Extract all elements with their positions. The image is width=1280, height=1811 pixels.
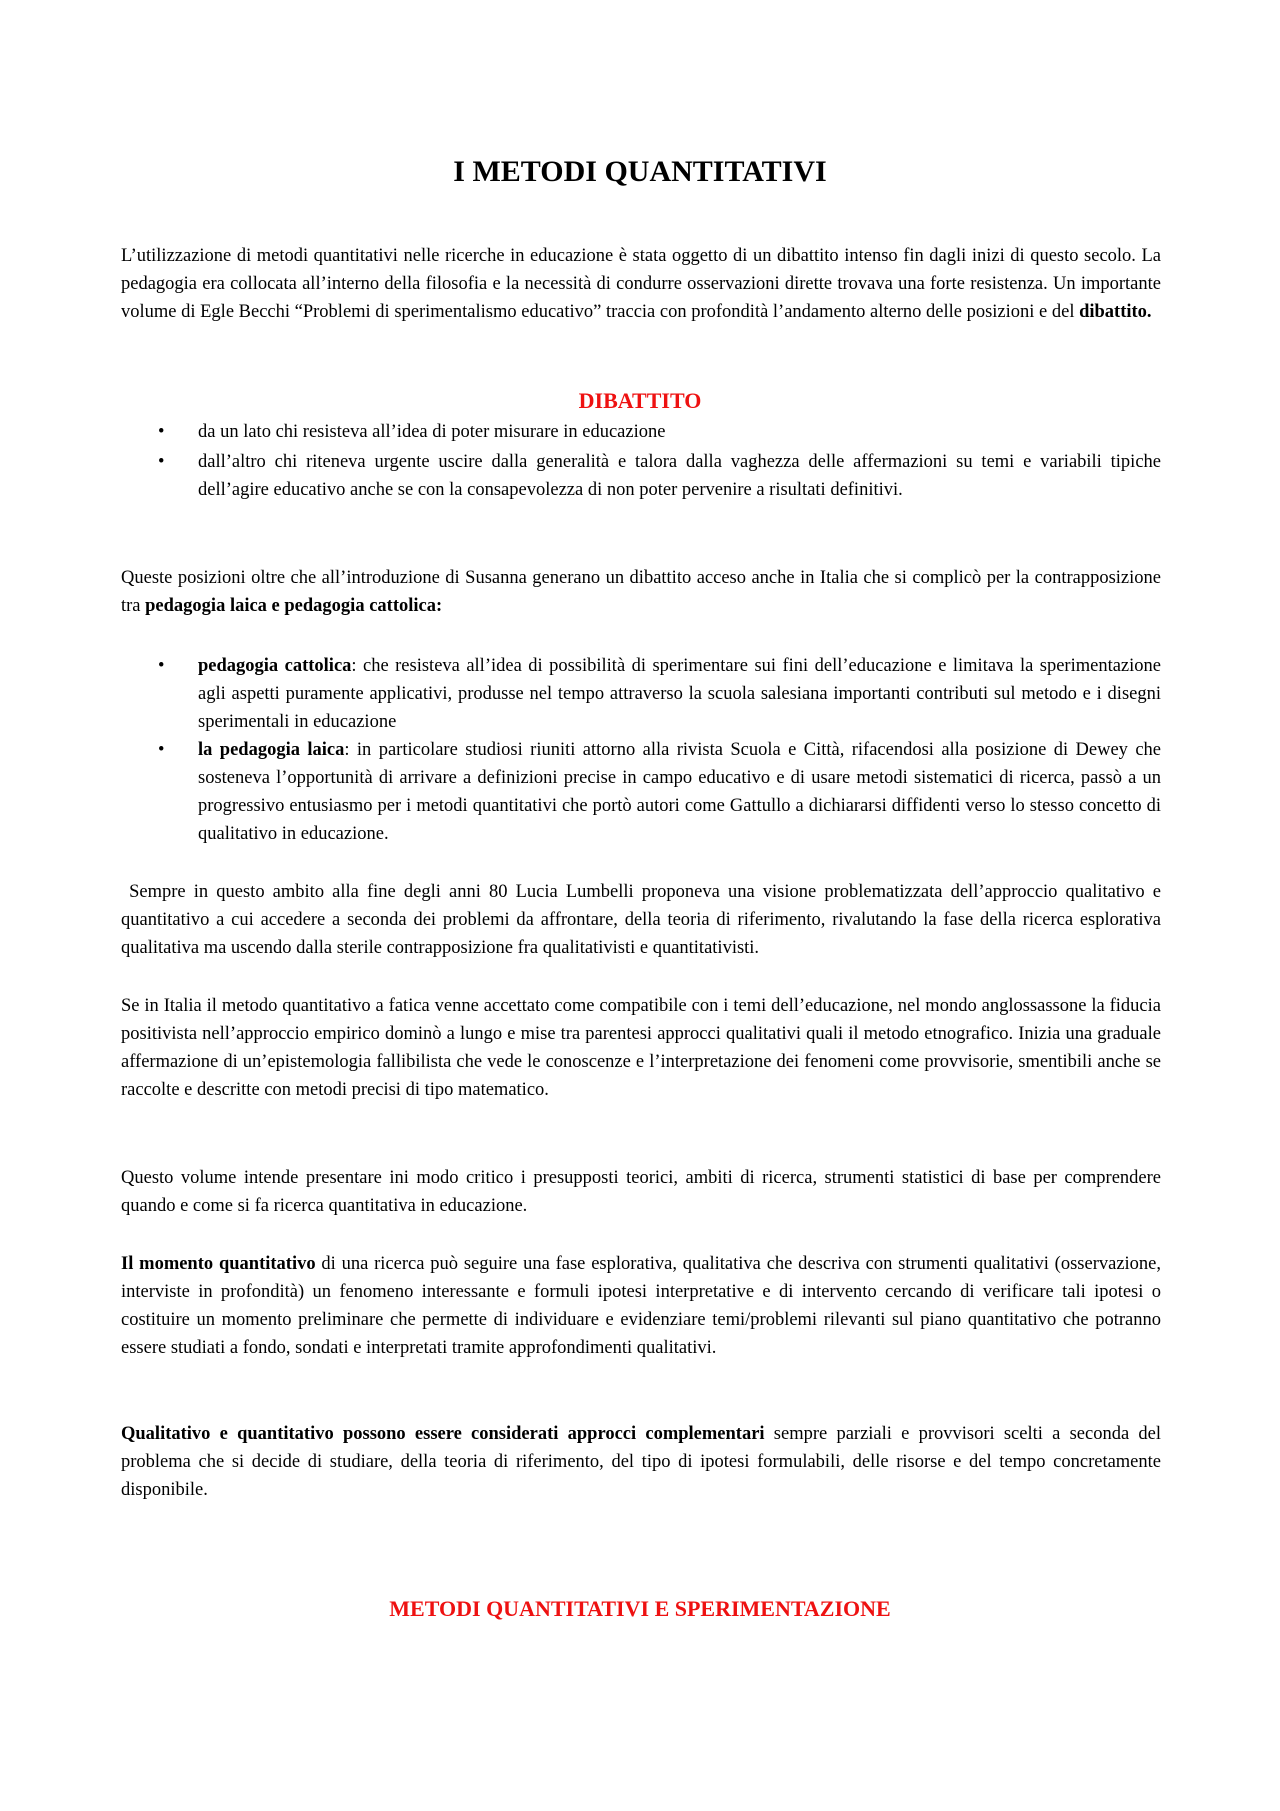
complementari-paragraph: Qualitativo e quantitativo possono essere considerati approcci complementari sempre parziali e provvisori scelti a seconda del problema che si decide di studiare, della teoria di riferimento, del tipo di ipotesi formulabili, delle risorse e del tempo concretamente disponibile.: [121, 1424, 1161, 1500]
intro-text: L’utilizzazione di metodi quantitativi nelle ricerche in educazione è stata oggetto di un dibattito intenso fin dagli inizi di questo secolo. La pedagogia era collocata all’interno della filosofia e la necessità di condurre osservazioni dirette trovava una forte resistenza. Un importante volume di Egle Becchi “Problemi di sperimentalismo educativo” traccia con profondità l’andamento alterno delle posizioni e del: [121, 246, 1161, 322]
intro-paragraph: [121, 242, 1161, 326]
list-item: • da un lato chi resisteva all’idea di poter misurare in educazione: [121, 418, 1161, 446]
italia-paragraph: Se in Italia il metodo quantitativo a fatica venne accettato come compatibile con i temi dell’educazione, nel mondo anglossassone la fiducia positivista nell’approccio empirico dominò a lungo e mise tra parentesi approcci qualitativi quali il metodo etnografico. Inizia una graduale affermazione di un’epistemologia fallibilista che vede le conoscenze e l’interpretazione dei fenomeni come provvisorie, smentibili anche se raccolte e descritte con metodi precisi di tipo matematico.: [121, 996, 1161, 1100]
bullet-icon: •: [158, 452, 165, 472]
term-cattolica: pedagogia cattolica: [198, 656, 352, 676]
list-item: • la pedagogia laica: in particolare studiosi riuniti attorno alla rivista Scuola e Città, rifacendosi alla posizione di Dewey che sosteneva l’opportunità di arrivare a definizioni precise in campo educativo e di usare metodi sistematici di ricerca, passò a un progressivo entusiasmo per i metodi quantitativi che portò autori come Gattullo a dichiararsi diffidenti verso lo stesso concetto di qualitativo in educazione.: [121, 736, 1161, 848]
momento-paragraph: Il momento quantitativo di una ricerca può seguire una fase esplorativa, qualitativa che descriva con strumenti qualitativi (osservazione, interviste in profondità) un fenomeno interessante e formuli ipotesi interpretative e di intervento cercando di verificare tali ipotesi o costituire un momento preliminare che permette di individuare e evidenziare temi/problemi rilevanti sul piano quantitativo che potranno essere studiati a fondo, sondati e interpretati tramite approfondimenti qualitativi.: [121, 1254, 1162, 1358]
volume-paragraph: Questo volume intende presentare ini modo critico i presupposti teorici, ambiti di ricerca, strumenti statistici di base per comprendere quando e come si fa ricerca quantitativa in educazione.: [121, 1168, 1161, 1216]
lumbelli-paragraph: Sempre in questo ambito alla fine degli anni 80 Lucia Lumbelli proponeva una visione problematizzata dell’approccio qualitativo e quantitativo a cui accedere a seconda dei problemi da affrontare, della teoria di riferimento, rivalutando la fase della ricerca esplorativa qualitativa ma uscendo dalla sterile contrapposizione fra qualitativisti e quantitativisti.: [121, 882, 1166, 958]
dibattito-list: [121, 418, 1161, 504]
bullet-icon: •: [158, 740, 165, 760]
dibattito-heading: DIBATTITO: [578, 388, 702, 413]
section-heading: METODI QUANTITATIVI E SPERIMENTAZIONE: [389, 1596, 891, 1621]
page-title: I METODI QUANTITATIVI: [453, 155, 827, 188]
posizioni-paragraph: Queste posizioni oltre che all’introduzione di Susanna generano un dibattito acceso anche in Italia che si complicò per la contrapposizione tra pedagogia laica e pedagogia cattolica:: [121, 568, 1161, 616]
pedagogie-list: [121, 652, 1161, 848]
list-item: • pedagogia cattolica: che resisteva all’idea di possibilità di sperimentare sui fini dell’educazione e limitava la sperimentazione agli aspetti puramente applicativi, produsse nel tempo attraverso la scuola salesiana importanti contributi sul metodo e i disegni sperimentali in educazione: [121, 652, 1161, 736]
intro-bold: dibattito.: [1079, 302, 1152, 322]
bullet-icon: •: [158, 422, 165, 442]
bullet-icon: •: [158, 656, 165, 676]
list-item: • dall’altro chi riteneva urgente uscire dalla generalità e talora dalla vaghezza delle affermazioni su temi e variabili tipiche dell’agire educativo anche se con la consapevolezza di non poter pervenire a risultati definitivi.: [121, 448, 1161, 504]
term-laica: la pedagogia laica: [198, 740, 345, 760]
